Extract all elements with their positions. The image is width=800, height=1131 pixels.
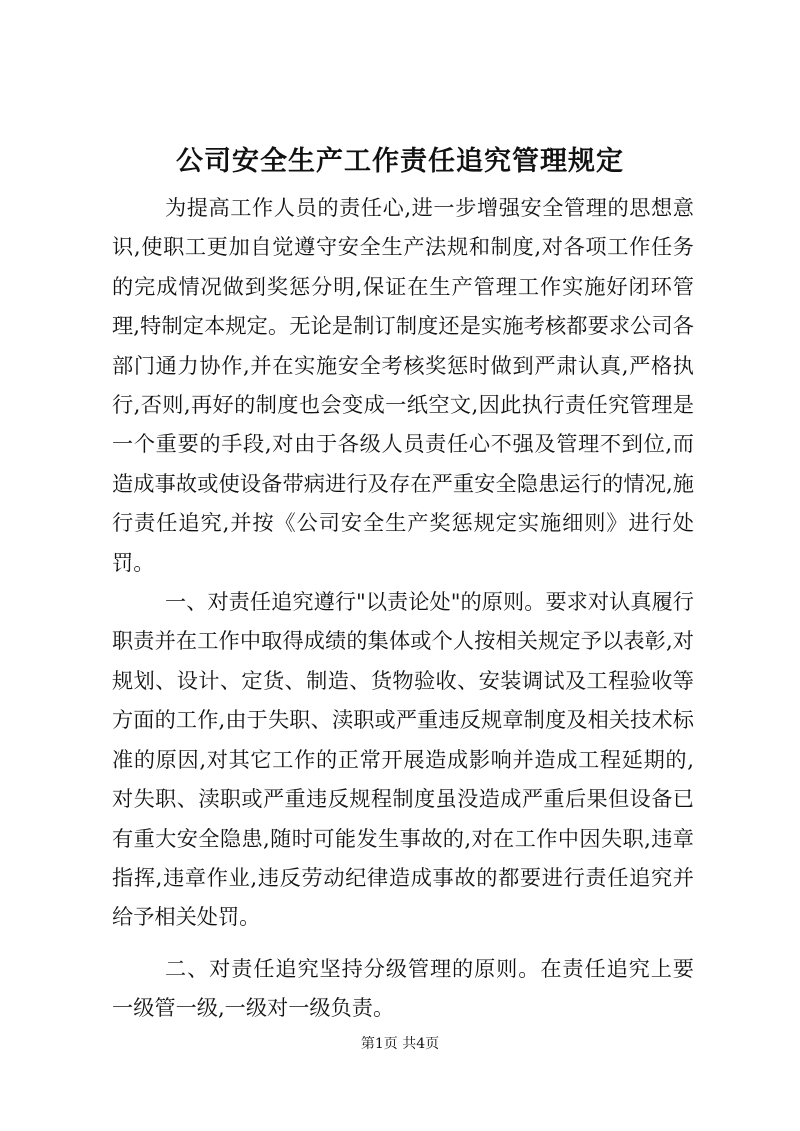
document-body — [112, 188, 694, 1028]
paragraph-principle-one: 一、对责任追究遵行"以责论处"的原则。要求对认真履行职责并在工作中取得成绩的集体或个人按相关规定予以表彰,对规划、设计、定货、制造、货物验收、安装调试及工程验收等方面的工作,由于失职、渎职或严重违反规章制度及相关技术标准的原因,对其它工作的正常开展造成影响并造成工程延期的,对失职、渎职或严重违反规程制度虽没造成严重后果但设备已有重大安全隐患,随时可能发生事故的,对在工作中因失职,违章指挥,违章作业,违反劳动纪律造成事故的都要进行责任追究并给予相关处罚。 — [112, 589, 694, 930]
paragraph-principle-two: 二、对责任追究坚持分级管理的原则。在责任追究上要一级管一级,一级对一级负责。 — [112, 955, 694, 1021]
document-title: 公司安全生产工作责任追究管理规定 — [176, 146, 624, 177]
page-number-footer: 第1页 共4页 — [360, 1036, 440, 1052]
paragraph-intro: 为提高工作人员的责任心,进一步增强安全管理的思想意识,使职工更加自觉遵守安全生产法规和制度,对各项工作任务的完成情况做到奖惩分明,保证在生产管理工作实施好闭环管理,特制定本规定。无论是制订制度还是实施考核都要求公司各部门通力协作,并在实施安全考核奖惩时做到严肃认真,严格执行,否则,再好的制度也会变成一纸空文,因此执行责任究管理是一个重要的手段,对由于各级人员责任心不强及管理不到位,而造成事故或使设备带病进行及存在严重安全隐患运行的情况,施行责任追究,并按《公司安全生产奖惩规定实施细则》进行处罚。 — [112, 195, 694, 575]
